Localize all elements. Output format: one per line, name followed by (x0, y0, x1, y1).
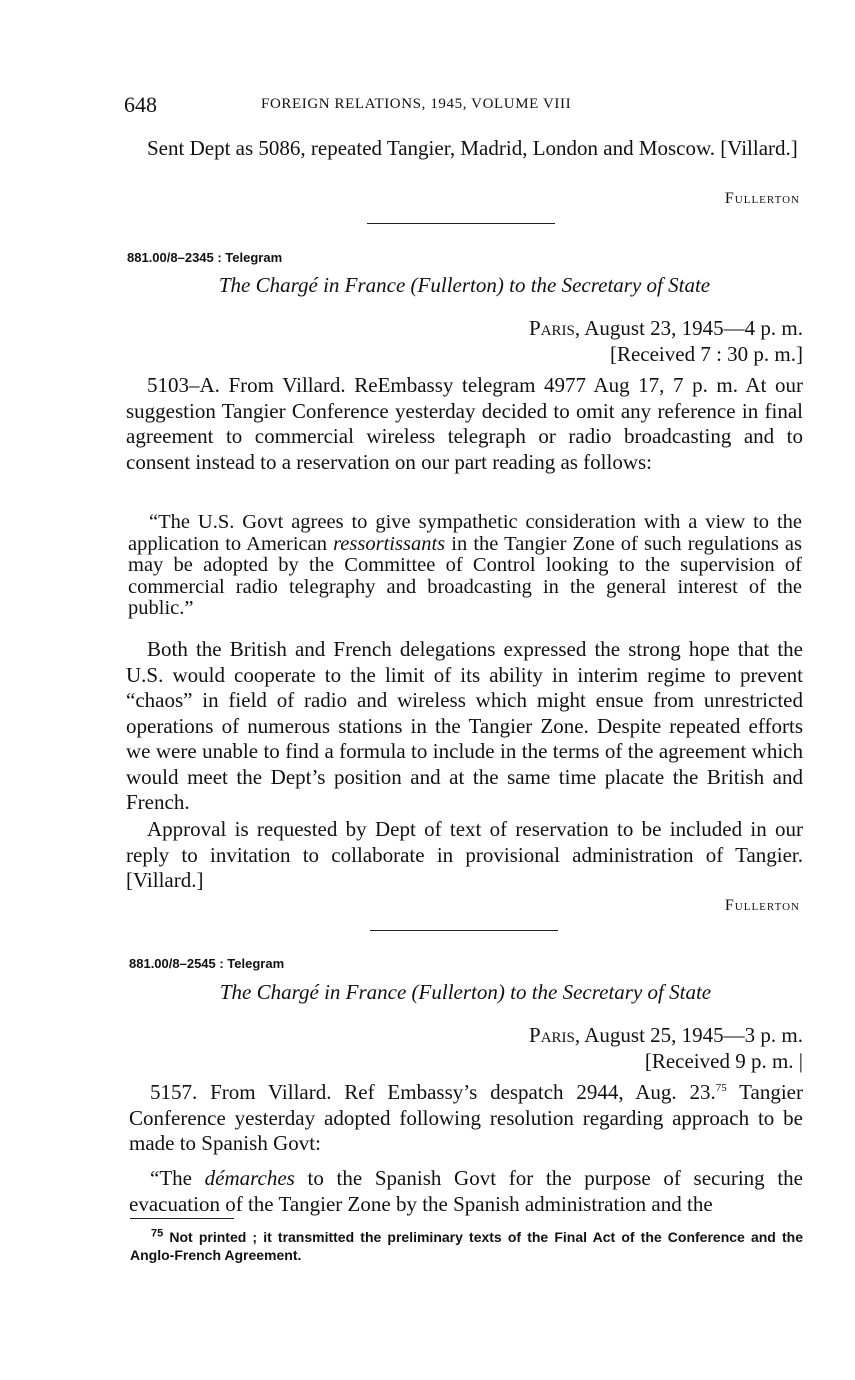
signature-fullerton: Fullerton (724, 190, 800, 207)
page-header (124, 92, 804, 120)
page-number: 648 (124, 92, 157, 117)
quote-text-end: to the Spanish Govt for the purpose of securing the evacuation of the Tangier Zone by the Spanish administration and the (129, 1166, 803, 1216)
document-title: The Chargé in France (Fullerton) to the Secretary of State (219, 980, 712, 1004)
dateline-date: , August 25, 1945—3 p. m. (574, 1023, 803, 1047)
continuation-text: Sent Dept as 5086, repeated Tangier, Madrid, London and Moscow. [Villard.] (147, 136, 798, 160)
dateline-place: Paris (529, 316, 575, 340)
paragraph-text-end: Tangier Conference yesterday adopted following resolution regarding approach to be made to Spanish Govt: (129, 1080, 803, 1155)
footnote-text: Not printed ; it transmitted the preliminary texts of the Final Act of the Conference and the Anglo-French Agreement. (130, 1229, 803, 1263)
paragraph-text-start: 5157. From Villard. Ref Embassy’s despatch 2944, Aug. 23. (150, 1080, 716, 1104)
document-title: The Chargé in France (Fullerton) to the Secretary of State (218, 273, 711, 297)
quoted-resolution (129, 1166, 803, 1217)
signature-fullerton: Fullerton (724, 897, 800, 914)
quote-italic-term: démarches (204, 1166, 295, 1190)
section-divider (367, 223, 555, 224)
dateline (400, 316, 803, 342)
dateline (400, 1023, 803, 1049)
telegram-paragraph: Approval is requested by Dept of text of reservation to be included in our reply to invitation to collaborate in provisional administration of Tangier. [Villard.] (126, 817, 803, 892)
quote-text-end: in the Tangier Zone of such regulations as may be adopted by the Committee of Control looking to the supervision of commercial radio telegraphy and broadcasting in the general interest of the public.” (128, 532, 802, 619)
quote-text-start: “The (150, 1166, 205, 1190)
quoted-reservation (128, 512, 802, 620)
file-reference: 881.00/8–2545 : Telegram (129, 956, 285, 971)
running-head: FOREIGN RELATIONS, 1945, VOLUME VIII (261, 96, 572, 112)
telegram-paragraph (129, 1080, 803, 1157)
telegram-paragraph: 5103–A. From Villard. ReEmbassy telegram 4977 Aug 17, 7 p. m. At our suggestion Tangier Conference yesterday decided to omit any reference in final agreement to commercial wireless telegraph or radio broadcasting and to consent instead to a reservation on our part reading as follows: (126, 373, 803, 474)
file-reference: 881.00/8–2345 : Telegram (127, 250, 283, 265)
dateline-place: Paris (529, 1023, 575, 1047)
dateline-date: , August 23, 1945—4 p. m. (574, 316, 803, 340)
received-time: [Received 7 : 30 p. m.] (609, 342, 803, 366)
quote-italic-term: ressortissants (333, 532, 446, 555)
quote-text-start: “The U.S. Govt agrees to give sympathetic consideration with a view to the application to American (128, 511, 802, 555)
section-divider (370, 930, 558, 931)
footnote-reference: 75 (715, 1082, 727, 1094)
footnote-marker: 75 (151, 1227, 164, 1240)
footnote-rule (130, 1218, 234, 1219)
telegram-paragraph: Both the British and French delegations expressed the strong hope that the U.S. would cooperate to the limit of its ability in interim regime to prevent “chaos” in field of radio and wireless which might ensue from unrestricted operations of numerous stations in the Tangier Zone. Despite repeated efforts we were unable to find a formula to include in the terms of the agreement which would meet the Dept’s position and at the same time placate the British and French. (126, 637, 803, 814)
footnote (130, 1228, 803, 1264)
received-time: [Received 9 p. m. | (644, 1049, 803, 1073)
